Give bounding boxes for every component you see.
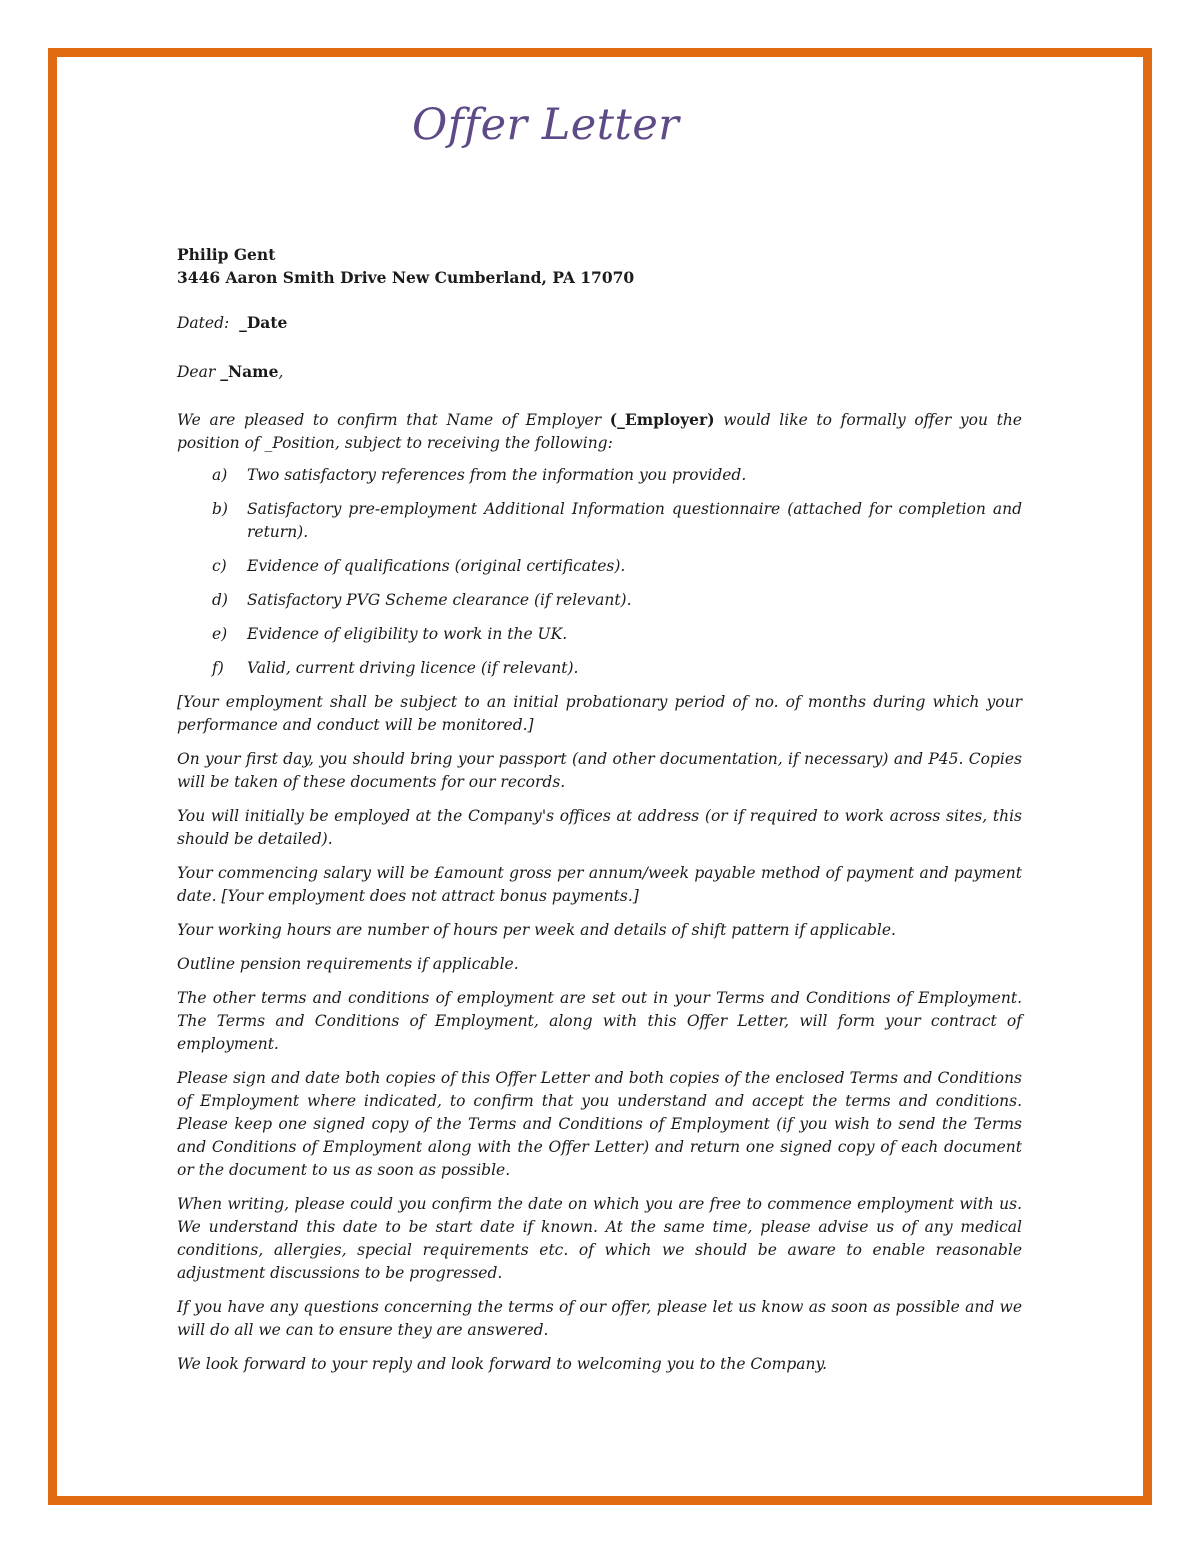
hours-paragraph: Your working hours are number of hours per week and details of shift pattern if applicable. bbox=[177, 921, 896, 939]
questions-paragraph: If you have any questions concerning the terms of our offer, please let us know as soon as possible and we will do all we can to ensure they are answered. bbox=[177, 1298, 1022, 1339]
list-item-label: f) bbox=[212, 659, 224, 677]
letter-title: Offer Letter bbox=[412, 100, 680, 150]
list-item bbox=[177, 555, 1022, 578]
list-item-text: Evidence of eligibility to work in the UK. bbox=[247, 625, 568, 643]
list-item-label: c) bbox=[212, 557, 227, 575]
start-date-paragraph: When writing, please could you confirm the date on which you are free to commence employment with us. We understand this date to be start date if known. At the same time, please advise us of any medical conditions, allergies, special requirements etc. of which we should be aware to enable reasonable adjustment discussions to be progressed. bbox=[177, 1195, 1022, 1282]
list-item-text: Satisfactory pre-employment Additional Information questionnaire (attached for completion and return). bbox=[247, 500, 1022, 541]
dated-value: _Date bbox=[239, 313, 288, 332]
list-item bbox=[177, 498, 1022, 544]
intro-paragraph bbox=[177, 408, 1022, 455]
list-item bbox=[177, 589, 1022, 612]
conditions-list bbox=[177, 464, 1022, 680]
list-item-label: a) bbox=[212, 466, 228, 484]
closing-paragraph: We look forward to your reply and look forward to welcoming you to the Company. bbox=[177, 1355, 828, 1373]
recipient-address: 3446 Aaron Smith Drive New Cumberland, PA 17070 bbox=[177, 268, 635, 287]
list-item bbox=[177, 657, 1022, 680]
intro-part1: We are pleased to confirm that Name of Employer bbox=[177, 411, 602, 429]
greeting-prefix: Dear bbox=[177, 363, 216, 381]
intro-employer: (_Employer) bbox=[609, 410, 715, 429]
list-item bbox=[177, 623, 1022, 646]
salary-paragraph: Your commencing salary will be £amount gross per annum/week payable method of payment and payment date. [Your employment does not attract bonus payments.] bbox=[177, 864, 1022, 905]
list-item-label: b) bbox=[212, 500, 228, 518]
list-item-text: Evidence of qualifications (original certificates). bbox=[247, 557, 626, 575]
greeting-line bbox=[177, 360, 1022, 384]
pension-paragraph: Outline pension requirements if applicable. bbox=[177, 955, 519, 973]
list-item-text: Two satisfactory references from the information you provided. bbox=[247, 466, 747, 484]
list-item-text: Satisfactory PVG Scheme clearance (if relevant). bbox=[247, 591, 632, 609]
list-item-label: e) bbox=[212, 625, 228, 643]
list-item bbox=[177, 464, 1022, 487]
recipient-name: Philip Gent bbox=[177, 245, 276, 264]
first-day-paragraph: On your first day, you should bring your passport (and other documentation, if necessary) and P45. Copies will be taken of these documents for our records. bbox=[177, 750, 1022, 791]
list-item-text: Valid, current driving licence (if relevant). bbox=[247, 659, 579, 677]
terms-paragraph: The other terms and conditions of employment are set out in your Terms and Conditions of Employment. The Terms and Conditions of Employment, along with this Offer Letter, will form your contract of employment. bbox=[177, 989, 1022, 1053]
letter-body bbox=[177, 243, 1022, 1376]
greeting-name: _Name bbox=[220, 362, 279, 381]
location-paragraph: You will initially be employed at the Company's offices at address (or if required to work across sites, this should be detailed). bbox=[177, 807, 1022, 848]
probation-paragraph: [Your employment shall be subject to an initial probationary period of no. of months during which your performance and conduct will be monitored.] bbox=[177, 693, 1022, 734]
dated-line bbox=[177, 311, 1022, 335]
signing-paragraph: Please sign and date both copies of this Offer Letter and both copies of the enclosed Terms and Conditions of Employment where indicated, to confirm that you understand and accept the terms and conditions. Please keep one signed copy of the Terms and Conditions of Employment (if you wish to send the Terms and Conditions of Employment along with the Offer Letter) and return one signed copy of each document or the document to us as soon as possible. bbox=[177, 1069, 1022, 1179]
intro-part2: would like to formally offer you the position of _Position, subject to receiving the following: bbox=[177, 411, 1022, 452]
list-item-label: d) bbox=[212, 591, 228, 609]
greeting-suffix: , bbox=[278, 363, 284, 381]
dated-label: Dated: bbox=[177, 314, 230, 332]
